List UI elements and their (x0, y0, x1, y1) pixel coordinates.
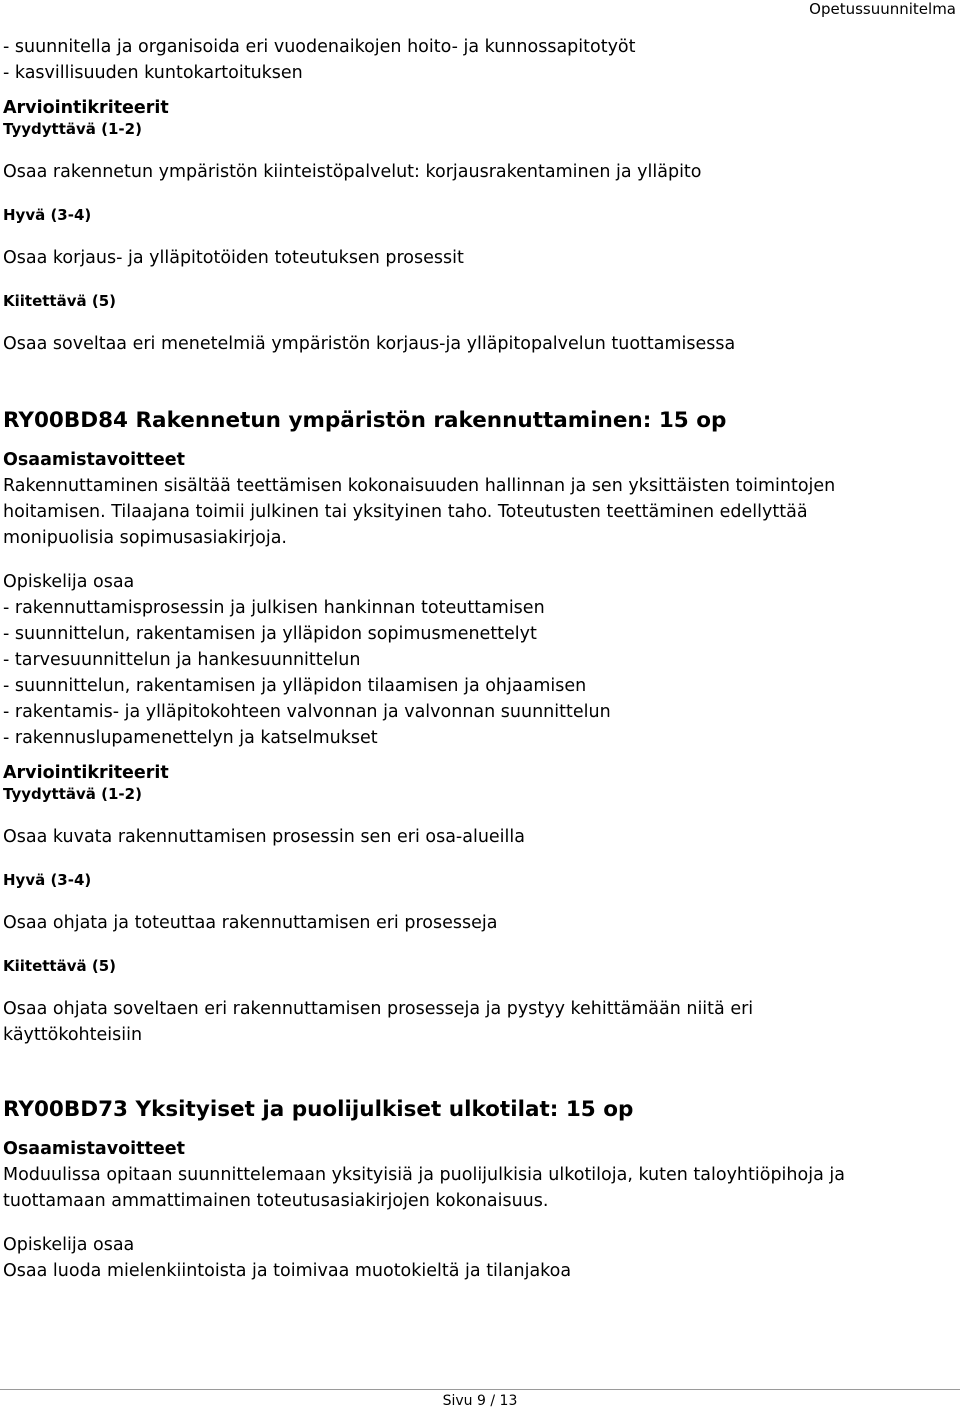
grade-excellent-label: Kiitettävä (5) (3, 957, 116, 975)
page-number: Sivu 9 / 13 (442, 1393, 518, 1409)
module-title: RY00BD84 Rakennetun ympäristön rakennuttaminen: 15 op (3, 408, 727, 433)
objectives-heading: Osaamistavoitteet (3, 450, 185, 470)
list-item: - rakennuttamisprosessin ja julkisen hankinnan toteuttamisen (3, 598, 545, 618)
objectives-text-line: hoitamisen. Tilaajana toimii julkinen tai yksityinen taho. Toteutusten teettäminen edellyttää (3, 502, 808, 522)
list-item: - suunnittelun, rakentamisen ja ylläpidon tilaamisen ja ohjaamisen (3, 676, 587, 696)
grade-good-label: Hyvä (3-4) (3, 206, 92, 224)
objectives-text-line: Rakennuttaminen sisältää teettämisen kokonaisuuden hallinnan ja sen yksittäisten toimintojen (3, 476, 836, 496)
objectives-heading: Osaamistavoitteet (3, 1139, 185, 1159)
list-item: Osaa luoda mielenkiintoista ja toimivaa muotokieltä ja tilanjakoa (3, 1261, 572, 1281)
document-type-header: Opetussuunnitelma (809, 0, 956, 18)
grade-excellent-label: Kiitettävä (5) (3, 292, 116, 310)
list-item: - suunnittelun, rakentamisen ja ylläpidon sopimusmenettelyt (3, 624, 537, 644)
footer-divider (0, 1389, 960, 1390)
student-heading: Opiskelija osaa (3, 1235, 135, 1255)
grade-excellent-text-line: Osaa ohjata soveltaen eri rakennuttamisen prosesseja ja pystyy kehittämään niitä eri (3, 999, 754, 1019)
grade-excellent-text: Osaa soveltaa eri menetelmiä ympäristön korjaus-ja ylläpitopalvelun tuottamisessa (3, 334, 736, 354)
objectives-text-line: monipuolisia sopimusasiakirjoja. (3, 528, 287, 548)
grade-satisfactory-label: Tyydyttävä (1-2) (3, 120, 142, 138)
grade-good-text: Osaa ohjata ja toteuttaa rakennuttamisen eri prosesseja (3, 913, 498, 933)
grade-satisfactory-text: Osaa kuvata rakennuttamisen prosessin sen eri osa-alueilla (3, 827, 525, 847)
list-item: - rakennuslupamenettelyn ja katselmukset (3, 728, 378, 748)
grade-excellent-text-line: käyttökohteisiin (3, 1025, 143, 1045)
page-content (3, 34, 943, 1284)
criteria-heading: Arviointikriteerit (3, 98, 169, 118)
module-title: RY00BD73 Yksityiset ja puolijulkiset ulkotilat: 15 op (3, 1097, 634, 1122)
criteria-heading: Arviointikriteerit (3, 763, 169, 783)
list-item: - tarvesuunnittelun ja hankesuunnittelun (3, 650, 361, 670)
grade-satisfactory-text: Osaa rakennetun ympäristön kiinteistöpalvelut: korjausrakentaminen ja ylläpito (3, 162, 702, 182)
list-item: - rakentamis- ja ylläpitokohteen valvonnan ja valvonnan suunnittelun (3, 702, 611, 722)
grade-satisfactory-label: Tyydyttävä (1-2) (3, 785, 142, 803)
list-item: - kasvillisuuden kuntokartoituksen (3, 63, 303, 83)
grade-good-text: Osaa korjaus- ja ylläpitotöiden toteutuksen prosessit (3, 248, 464, 268)
grade-good-label: Hyvä (3-4) (3, 871, 92, 889)
student-heading: Opiskelija osaa (3, 572, 135, 592)
objectives-text-line: Moduulissa opitaan suunnittelemaan yksityisiä ja puolijulkisia ulkotiloja, kuten taloyhtiöpihoja ja (3, 1165, 845, 1185)
list-item: - suunnitella ja organisoida eri vuodenaikojen hoito- ja kunnossapitotyöt (3, 37, 636, 57)
objectives-text-line: tuottamaan ammattimainen toteutusasiakirjojen kokonaisuus. (3, 1191, 549, 1211)
